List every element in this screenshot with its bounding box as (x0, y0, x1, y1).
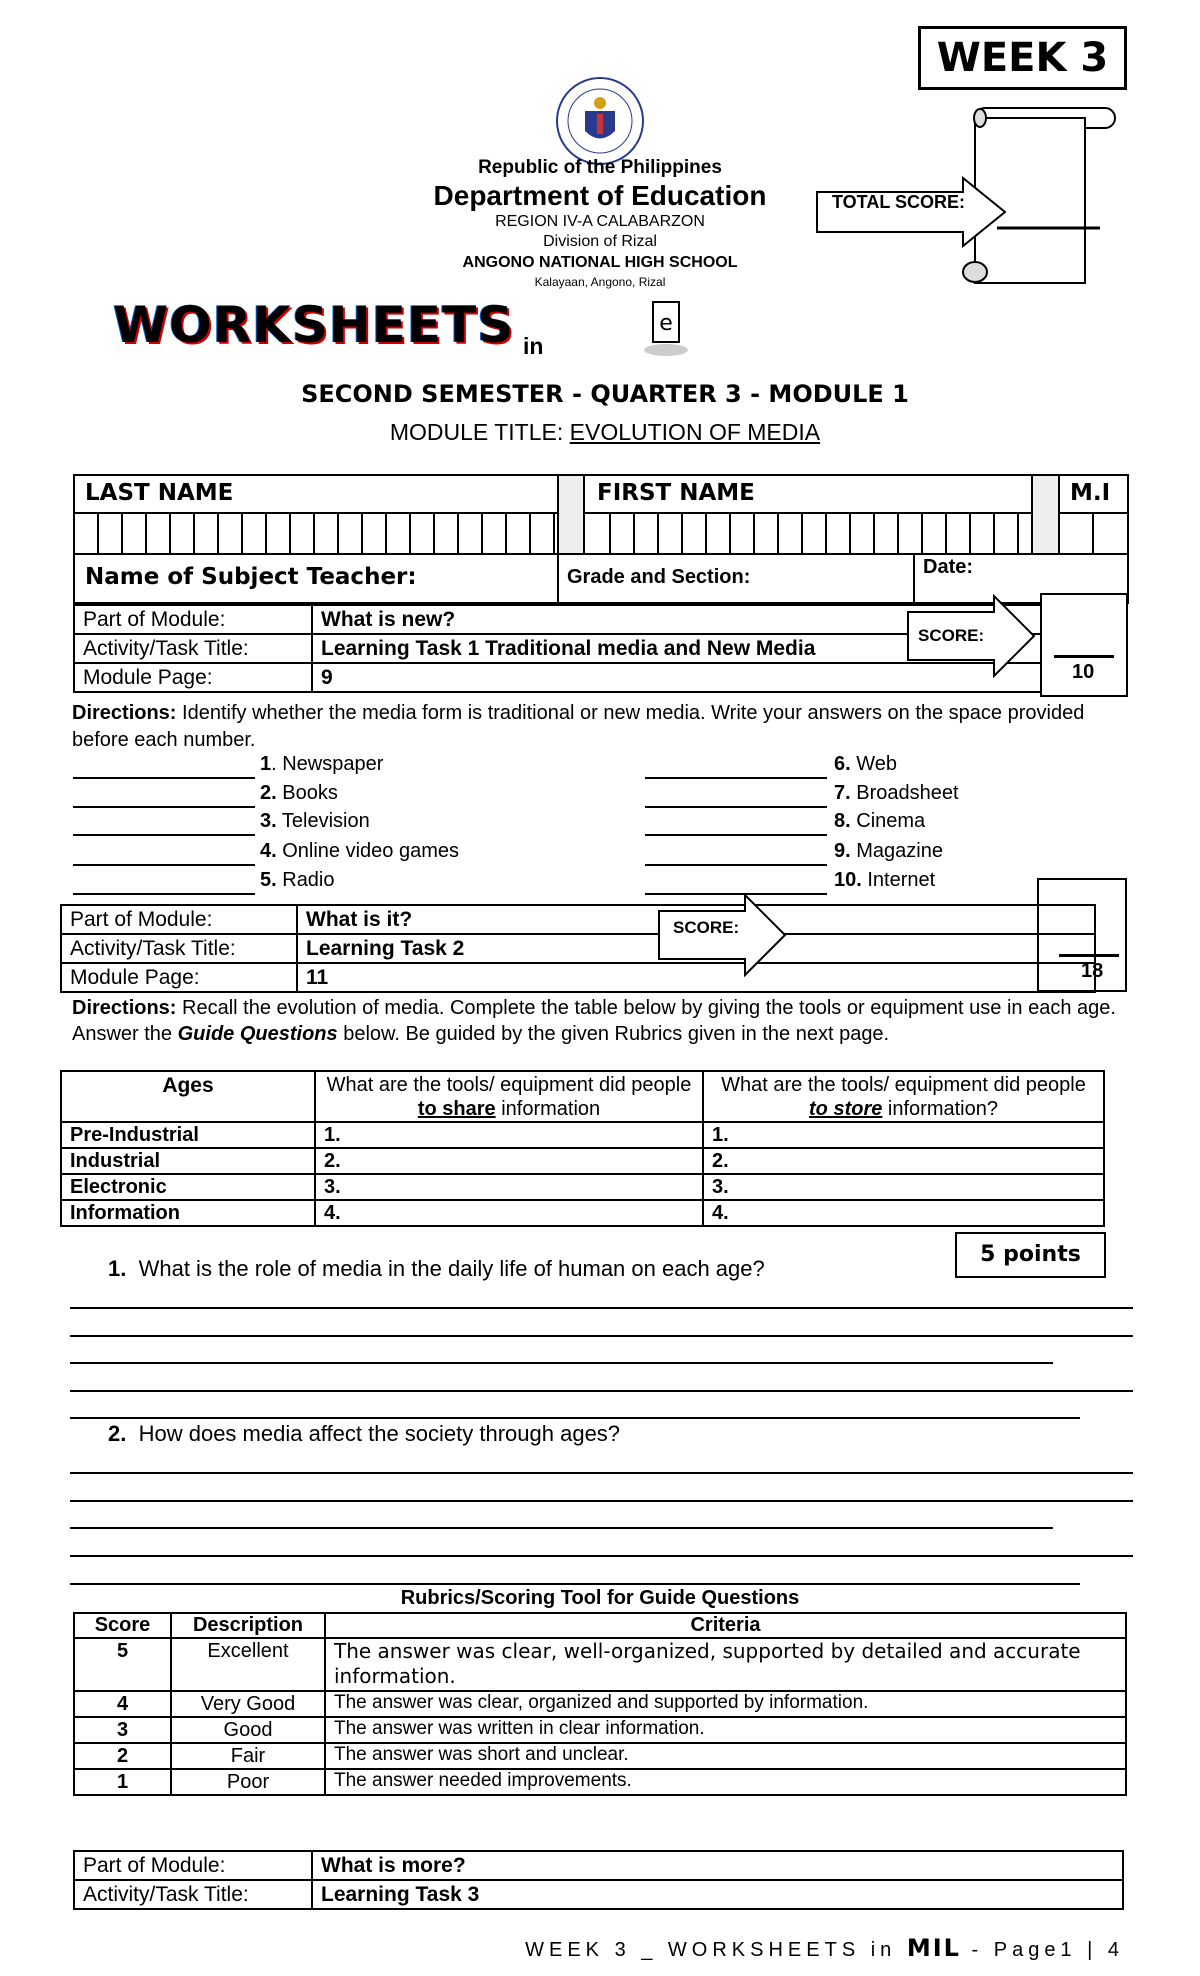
directions-text-2: below. Be guided by the given Rubrics given in the next page. (337, 1023, 890, 1045)
rubric-description: Good (171, 1717, 325, 1743)
media-item: 9. Magazine (834, 840, 943, 862)
age-row (61, 1174, 1104, 1200)
answer-line[interactable] (70, 1307, 1133, 1309)
share-answer-cell[interactable]: 3. (315, 1174, 703, 1200)
guide-questions-text: Guide Questions (177, 1023, 338, 1045)
store-answer-cell[interactable]: 4. (703, 1200, 1104, 1226)
share-answer-cell[interactable]: 1. (315, 1122, 703, 1148)
rubric-score: 4 (74, 1691, 171, 1717)
answer-line[interactable] (70, 1555, 1133, 1557)
rubric-score: 1 (74, 1769, 171, 1795)
module-title-value: EVOLUTION OF MEDIA (569, 419, 821, 445)
task2-info-table (60, 904, 1096, 993)
title-value: Learning Task 2 (297, 934, 1095, 963)
answer-blank[interactable] (645, 864, 827, 866)
answer-line[interactable] (70, 1472, 1133, 1474)
score-label-1: SCORE: (918, 626, 985, 645)
store-header: What are the tools/ equipment did people to store information? (703, 1071, 1104, 1122)
rubric-criteria: The answer was clear, organized and supported by information. (325, 1691, 1126, 1717)
score-total-2: 18 (1081, 960, 1104, 982)
answer-line[interactable] (70, 1417, 1080, 1419)
media-item: 7. Broadsheet (834, 782, 959, 804)
rubric-score: 2 (74, 1743, 171, 1769)
answer-blank[interactable] (73, 777, 255, 779)
age-row (61, 1148, 1104, 1174)
page-label: Module Page: (74, 663, 312, 692)
age-name: Information (61, 1200, 315, 1226)
part-label: Part of Module: (74, 605, 312, 634)
rubric-criteria: The answer needed improvements. (325, 1769, 1126, 1795)
rubrics-title: Rubrics/Scoring Tool for Guide Questions (400, 1587, 800, 1609)
worksheets-title: WORKSHEETS (113, 296, 515, 354)
in-text: in (523, 333, 544, 359)
rubric-criteria: The answer was written in clear information. (325, 1717, 1126, 1743)
week-badge: WEEK 3 (918, 26, 1127, 90)
school-address: Kalayaan, Angono, Rizal (534, 275, 666, 289)
store-answer-cell[interactable]: 1. (703, 1122, 1104, 1148)
score-box-1[interactable] (1040, 593, 1128, 697)
score-box-2[interactable] (1037, 878, 1127, 992)
republic-text: Republic of the Philippines (478, 157, 722, 178)
page-footer: WEEK 3 _ WORKSHEETS in MIL - Page1 | 4 (525, 1934, 1124, 1962)
age-row (61, 1122, 1104, 1148)
answer-line[interactable] (70, 1335, 1133, 1337)
directions-text: Identify whether the media form is traditional or new media. Write your answers on the space provided before each number. (72, 702, 1085, 751)
answer-blank[interactable] (73, 893, 255, 895)
answer-blank[interactable] (73, 806, 255, 808)
rubric-criteria: The answer was clear, well-organized, supported by detailed and accurate information. (325, 1638, 1126, 1691)
module-title (0, 419, 1200, 446)
answer-line[interactable] (70, 1500, 1133, 1502)
media-item: 4. Online video games (260, 840, 460, 862)
directions-text: Recall the evolution of media. Complete the table below by giving the tools or equipment use in each age. Answer the (72, 997, 1116, 1045)
media-item: 8. Cinema (834, 810, 926, 832)
share-answer-cell[interactable]: 4. (315, 1200, 703, 1226)
answer-blank[interactable] (645, 806, 827, 808)
age-row (61, 1200, 1104, 1226)
rubric-row (74, 1769, 1126, 1795)
rubric-row (74, 1717, 1126, 1743)
task1-info-table (73, 604, 1043, 693)
answer-blank[interactable] (73, 834, 255, 836)
store-answer-cell[interactable]: 2. (703, 1148, 1104, 1174)
mi-label: M.I (1070, 480, 1111, 506)
answer-line[interactable] (70, 1390, 1133, 1392)
question-1: 1. What is the role of media in the daily life of human on each age? (108, 1256, 765, 1281)
last-name-boxes[interactable] (75, 514, 557, 553)
score-total-1: 10 (1072, 661, 1095, 683)
description-header: Description (171, 1613, 325, 1638)
media-item: 3. Television (260, 810, 370, 832)
criteria-header: Criteria (325, 1613, 1126, 1638)
share-answer-cell[interactable]: 2. (315, 1148, 703, 1174)
title-value: Learning Task 3 (312, 1880, 1123, 1909)
part-label: Part of Module: (74, 1851, 312, 1880)
part-label: Part of Module: (61, 905, 297, 934)
grade-section-label: Grade and Section: (567, 566, 751, 588)
date-label: Date: (923, 556, 974, 578)
part-value: What is new? (312, 605, 1042, 634)
total-score-label: TOTAL SCORE: (832, 192, 966, 212)
module-title-label: MODULE TITLE: (389, 419, 570, 445)
share-header: What are the tools/ equipment did people to share information (315, 1071, 703, 1122)
rubric-score: 3 (74, 1717, 171, 1743)
rubric-row (74, 1638, 1126, 1691)
title-label: Activity/Task Title: (74, 1880, 312, 1909)
title-value: Learning Task 1 Traditional media and New Media (312, 634, 1042, 663)
semester-heading: SECOND SEMESTER - QUARTER 3 - MODULE 1 (301, 380, 909, 408)
store-answer-cell[interactable]: 3. (703, 1174, 1104, 1200)
answer-line[interactable] (70, 1527, 1053, 1529)
answer-line[interactable] (70, 1362, 1053, 1364)
rubric-description: Fair (171, 1743, 325, 1769)
part-value: What is more? (312, 1851, 1123, 1880)
teacher-label: Name of Subject Teacher: (85, 564, 417, 590)
answer-blank[interactable] (73, 864, 255, 866)
media-item: 6. Web (834, 753, 898, 775)
rubric-row (74, 1691, 1126, 1717)
directions-label: Directions: (72, 702, 177, 724)
rubric-row (74, 1743, 1126, 1769)
rubric-description: Excellent (171, 1638, 325, 1691)
page-value: 9 (312, 663, 1042, 692)
media-item: 10. Internet (834, 869, 936, 891)
task3-info-table (73, 1850, 1124, 1910)
department-text: Department of Education (433, 180, 767, 211)
first-name-label: FIRST NAME (597, 480, 755, 506)
name-table (73, 474, 1129, 604)
media-item: 5. Radio (260, 869, 335, 891)
rubric-description: Poor (171, 1769, 325, 1795)
media-item: 2. Books (260, 782, 338, 804)
age-name: Pre-Industrial (61, 1122, 315, 1148)
mi-boxes[interactable] (1062, 514, 1127, 553)
score-header: Score (74, 1613, 171, 1638)
title-label: Activity/Task Title: (74, 634, 312, 663)
mil-device-icon (636, 300, 698, 358)
region-text: REGION IV-A CALABARZON (495, 213, 705, 230)
deped-seal-logo (555, 76, 645, 166)
answer-blank[interactable] (645, 777, 827, 779)
rubrics-table (73, 1612, 1127, 1796)
page-label: Module Page: (61, 963, 297, 992)
question-2: 2. How does media affect the society through ages? (108, 1421, 621, 1446)
task1-directions (72, 700, 1122, 754)
last-name-label: LAST NAME (85, 480, 234, 506)
rubric-description: Very Good (171, 1691, 325, 1717)
media-item: 1. Newspaper (260, 753, 384, 775)
score-label-2: SCORE: (673, 918, 740, 937)
page-value: 11 (297, 963, 1095, 992)
age-name: Industrial (61, 1148, 315, 1174)
title-label: Activity/Task Title: (61, 934, 297, 963)
answer-line[interactable] (70, 1583, 1080, 1585)
directions-label: Directions: (72, 997, 177, 1019)
ages-table (60, 1070, 1105, 1227)
age-name: Electronic (61, 1174, 315, 1200)
division-text: Division of Rizal (543, 233, 657, 250)
school-name: ANGONO NATIONAL HIGH SCHOOL (462, 254, 738, 271)
ages-header: Ages (61, 1071, 315, 1122)
svg-text:e: e (659, 311, 673, 336)
first-name-boxes[interactable] (587, 514, 1031, 553)
rubric-score: 5 (74, 1638, 171, 1691)
answer-blank[interactable] (645, 834, 827, 836)
points-badge: 5 points (955, 1232, 1106, 1278)
rubric-criteria: The answer was short and unclear. (325, 1743, 1126, 1769)
part-value: What is it? (297, 905, 1095, 934)
task2-directions (72, 995, 1122, 1047)
